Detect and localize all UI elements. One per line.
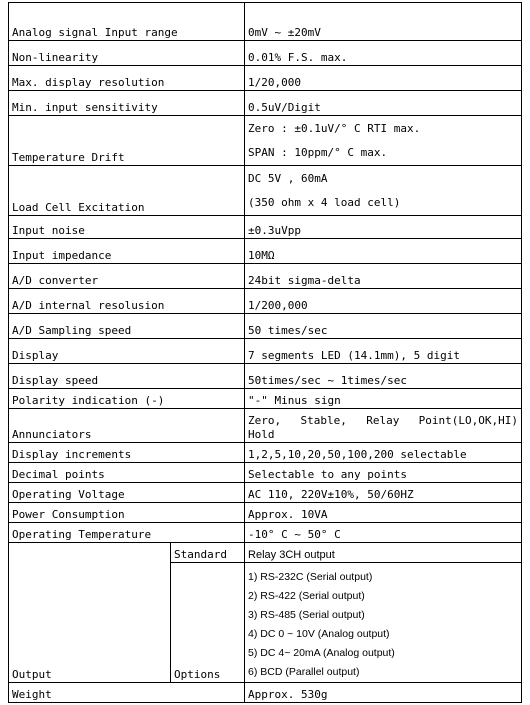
spec-label: Operating Temperature bbox=[9, 523, 245, 543]
spec-label: Analog signal Input range bbox=[9, 3, 245, 41]
spec-label: Input impedance bbox=[9, 239, 245, 264]
output-standard-value: Relay 3CH output bbox=[245, 543, 522, 563]
spec-value: 50 times/sec bbox=[245, 314, 522, 339]
table-row bbox=[9, 3, 522, 41]
table-row bbox=[9, 314, 522, 339]
spec-value: 7 segments LED (14.1mm), 5 digit bbox=[245, 339, 522, 364]
spec-value-line: SPAN : 10ppm/° C max. bbox=[248, 146, 388, 159]
spec-value-line: (350 ohm x 4 load cell) bbox=[248, 196, 401, 209]
spec-value-line: DC 5V , 60mA bbox=[248, 172, 328, 185]
table-row bbox=[9, 216, 522, 239]
table-row bbox=[9, 463, 522, 483]
spec-label: Display speed bbox=[9, 364, 245, 389]
spec-label: Input noise bbox=[9, 216, 245, 239]
spec-value: Selectable to any points bbox=[245, 463, 522, 483]
spec-value: 1/20,000 bbox=[245, 66, 522, 91]
output-option: 6) BCD (Parallel output) bbox=[248, 666, 360, 678]
table-row bbox=[9, 264, 522, 289]
table-row bbox=[9, 289, 522, 314]
table-row bbox=[9, 443, 522, 463]
spec-value: 24bit sigma-delta bbox=[245, 264, 522, 289]
output-option: 1) RS-232C (Serial output) bbox=[248, 571, 373, 583]
spec-value-line: Zero, Stable, Relay Point(LO,OK,HI) bbox=[248, 414, 519, 427]
spec-label: Load Cell Excitation bbox=[9, 166, 245, 216]
spec-value: 0.5uV/Digit bbox=[245, 91, 522, 116]
spec-value: AC 110, 220V±10%, 50/60HZ bbox=[245, 483, 522, 503]
spec-label: A/D converter bbox=[9, 264, 245, 289]
output-options-list bbox=[245, 563, 522, 683]
spec-value: ±0.3uVpp bbox=[245, 216, 522, 239]
table-row bbox=[9, 364, 522, 389]
spec-value bbox=[245, 409, 522, 443]
spec-label: A/D Sampling speed bbox=[9, 314, 245, 339]
spec-label: Display bbox=[9, 339, 245, 364]
table-row bbox=[9, 409, 522, 443]
spec-label: Min. input sensitivity bbox=[9, 91, 245, 116]
spec-label: Annunciators bbox=[9, 409, 245, 443]
table-row bbox=[9, 91, 522, 116]
spec-label: A/D internal resolusion bbox=[9, 289, 245, 314]
table-row bbox=[9, 41, 522, 66]
spec-value-line: Hold bbox=[248, 428, 275, 441]
spec-value: Approx. 530g bbox=[245, 683, 522, 703]
output-standard-label: Standard bbox=[171, 543, 245, 563]
spec-value: 0mV ~ ±20mV bbox=[245, 3, 522, 41]
output-option: 5) DC 4~ 20mA (Analog output) bbox=[248, 647, 395, 659]
output-option: 3) RS-485 (Serial output) bbox=[248, 609, 365, 621]
spec-value: 10MΩ bbox=[245, 239, 522, 264]
spec-label: Polarity indication (-) bbox=[9, 389, 245, 409]
table-row bbox=[9, 523, 522, 543]
output-option: 2) RS-422 (Serial output) bbox=[248, 590, 365, 602]
spec-label: Weight bbox=[9, 683, 245, 703]
spec-value: Approx. 10VA bbox=[245, 503, 522, 523]
table-row bbox=[9, 483, 522, 503]
spec-label: Max. display resolution bbox=[9, 66, 245, 91]
spec-value: 0.01% F.S. max. bbox=[245, 41, 522, 66]
output-options-label: Options bbox=[171, 563, 245, 683]
table-row bbox=[9, 503, 522, 523]
spec-label: Operating Voltage bbox=[9, 483, 245, 503]
spec-label: Power Consumption bbox=[9, 503, 245, 523]
spec-value: 1/200,000 bbox=[245, 289, 522, 314]
table-row bbox=[9, 543, 522, 563]
spec-value: "-" Minus sign bbox=[245, 389, 522, 409]
spec-value bbox=[245, 166, 522, 216]
spec-label: Display increments bbox=[9, 443, 245, 463]
table-row bbox=[9, 166, 522, 216]
spec-value: 50times/sec ~ 1times/sec bbox=[245, 364, 522, 389]
spec-value-line: Zero : ±0.1uV/° C RTI max. bbox=[248, 122, 421, 135]
spec-table bbox=[8, 2, 522, 703]
table-row bbox=[9, 116, 522, 166]
table-row bbox=[9, 339, 522, 364]
output-option: 4) DC 0 ~ 10V (Analog output) bbox=[248, 628, 390, 640]
spec-value bbox=[245, 116, 522, 166]
spec-label: Temperature Drift bbox=[9, 116, 245, 166]
table-row bbox=[9, 389, 522, 409]
spec-label: Non-linearity bbox=[9, 41, 245, 66]
spec-label: Decimal points bbox=[9, 463, 245, 483]
table-row bbox=[9, 66, 522, 91]
spec-value: 1,2,5,10,20,50,100,200 selectable bbox=[245, 443, 522, 463]
table-row bbox=[9, 239, 522, 264]
output-label: Output bbox=[9, 543, 171, 683]
table-row bbox=[9, 683, 522, 703]
spec-value: -10° C ~ 50° C bbox=[245, 523, 522, 543]
